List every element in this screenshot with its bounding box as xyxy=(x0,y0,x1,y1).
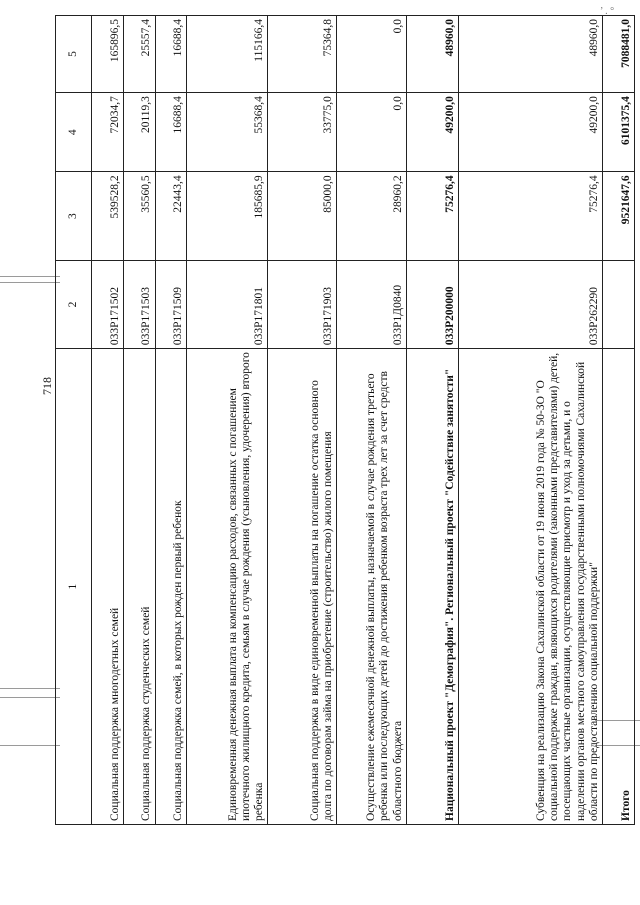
header-row xyxy=(56,16,92,825)
column-header: 1 xyxy=(56,349,92,825)
column-header: 5 xyxy=(56,16,92,93)
total-row xyxy=(603,16,635,825)
row-value-3: 185685,9 xyxy=(187,172,268,260)
page-number: 718 xyxy=(40,377,54,395)
total-label: Итого xyxy=(603,349,635,825)
row-name: Социальная поддержка студенческих семей xyxy=(123,349,155,825)
row-code: 033P171503 xyxy=(123,260,155,348)
row-code: 033P171509 xyxy=(155,260,187,348)
row-code: 033P171903 xyxy=(268,260,337,348)
row-name: Единовременная денежная выплата на компенсацию расходов, связанных с погашением ипотечного жилищного кредита, семьям в случае рождения (усыновления, удочерения) второго ребенка xyxy=(187,349,268,825)
row-name: Социальная поддержка в виде единовременной выплаты на погашение остатка основного долга по договорам займа на приобретение (строительство) жилого помещения xyxy=(268,349,337,825)
row-name: Социальная поддержка многодетных семей xyxy=(92,349,124,825)
row-value-3: 539528,2 xyxy=(92,172,124,260)
scan-line xyxy=(0,697,60,698)
row-name: Субвенция на реализацию Закона Сахалинской области от 19 июня 2019 года № 50-ЗО "О социальной поддержке граждан, являющихся родителями (законными представителями) детей, посещающих частные организации, осуществляющие присмотр и уход за детьми, и о наделении органов местного самоуправления государственными полномочиями Сахалинской области по предоставлению социальной поддержки" xyxy=(458,349,602,825)
row-name: Национальный проект "Демография". Региональный проект "Содействие занятости" xyxy=(406,349,458,825)
table-row xyxy=(123,16,155,825)
budget-table xyxy=(55,15,635,825)
table-row xyxy=(155,16,187,825)
row-value-5: 115166,4 xyxy=(187,16,268,93)
row-value-5: 48960,0 xyxy=(458,16,602,93)
row-value-4: 0,0 xyxy=(337,93,406,172)
table-row xyxy=(268,16,337,825)
row-value-4: 20119,3 xyxy=(123,93,155,172)
row-value-3: 75276,4 xyxy=(406,172,458,260)
column-header: 4 xyxy=(56,93,92,172)
row-value-5: 16688,4 xyxy=(155,16,187,93)
row-code: 033P171801 xyxy=(187,260,268,348)
scan-line xyxy=(0,276,60,277)
table-row xyxy=(337,16,406,825)
row-value-3: 75276,4 xyxy=(458,172,602,260)
row-value-3: 35560,5 xyxy=(123,172,155,260)
total-value-3: 9521647,6 xyxy=(603,172,635,260)
rotated-table-container xyxy=(55,15,635,825)
row-value-5: 165896,5 xyxy=(92,16,124,93)
table-row xyxy=(187,16,268,825)
table-row xyxy=(92,16,124,825)
row-code: 033P1Д0840 xyxy=(337,260,406,348)
total-value-5: 7088481,0 xyxy=(603,16,635,93)
row-value-4: 72034,7 xyxy=(92,93,124,172)
scan-line xyxy=(0,688,60,689)
scan-line xyxy=(0,282,60,283)
row-code: 033P171502 xyxy=(92,260,124,348)
row-value-3: 85000,0 xyxy=(268,172,337,260)
row-value-4: 49200,0 xyxy=(458,93,602,172)
row-name: Социальная поддержка семей, в которых рожден первый ребенок xyxy=(155,349,187,825)
row-value-3: 28960,2 xyxy=(337,172,406,260)
row-value-4: 49200,0 xyxy=(406,93,458,172)
row-code: 033P262290 xyxy=(458,260,602,348)
scan-mark: ’ . ° xyxy=(600,6,615,17)
scan-line xyxy=(0,745,60,746)
row-value-5: 48960,0 xyxy=(406,16,458,93)
total-code xyxy=(603,260,635,348)
row-value-4: 55368,4 xyxy=(187,93,268,172)
column-header: 2 xyxy=(56,260,92,348)
column-header: 3 xyxy=(56,172,92,260)
row-value-3: 22443,4 xyxy=(155,172,187,260)
row-value-5: 75364,8 xyxy=(268,16,337,93)
row-value-4: 16688,4 xyxy=(155,93,187,172)
table-row-section xyxy=(406,16,458,825)
total-value-4: 6101375,4 xyxy=(603,93,635,172)
row-value-4: 33775,0 xyxy=(268,93,337,172)
row-value-5: 0,0 xyxy=(337,16,406,93)
row-code: 033P200000 xyxy=(406,260,458,348)
row-name: Осуществление ежемесячной денежной выплаты, назначаемой в случае рождения третьего ребенка или последующих детей до достижения ребенком возраста трех лет за счет средств областного бюджета xyxy=(337,349,406,825)
row-value-5: 25557,4 xyxy=(123,16,155,93)
table-row xyxy=(458,16,602,825)
